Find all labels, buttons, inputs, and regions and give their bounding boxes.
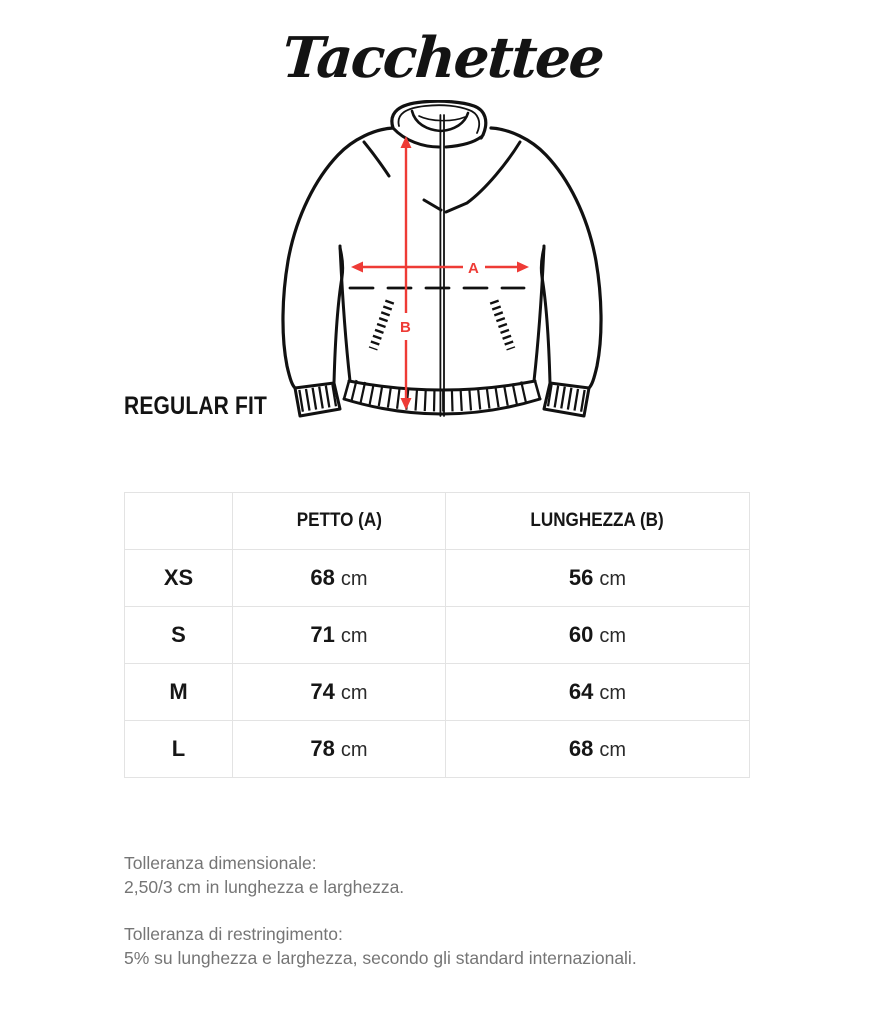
size-table <box>124 492 750 778</box>
jacket-diagram <box>277 100 607 422</box>
note-title: Tolleranza dimensionale: <box>124 853 317 873</box>
petto-value: 74 cm <box>233 664 446 721</box>
table-row-m <box>125 664 750 721</box>
zipper <box>440 115 444 416</box>
collar <box>392 101 486 138</box>
fit-label: REGULAR FIT <box>124 392 268 420</box>
arrow-a-label: A <box>468 260 479 277</box>
lunghezza-value: 68 cm <box>446 721 750 778</box>
header-size <box>125 493 233 550</box>
jacket-illustration <box>277 100 607 422</box>
tolerance-notes <box>124 851 784 993</box>
lunghezza-value: 56 cm <box>446 550 750 607</box>
table-row-xs <box>125 550 750 607</box>
left-cuff-ribbing <box>300 395 337 401</box>
petto-value: 78 cm <box>233 721 446 778</box>
size-label: L <box>125 721 233 778</box>
lunghezza-value: 60 cm <box>446 607 750 664</box>
header-lunghezza: LUNGHEZZA (B) <box>446 493 750 550</box>
measure-arrow-b <box>400 136 412 410</box>
arrow-b-label: B <box>400 319 411 336</box>
size-table-header-row <box>125 493 750 550</box>
pocket-right <box>494 301 511 349</box>
petto-value: 71 cm <box>233 607 446 664</box>
brand-logo: Tacchettee <box>280 25 605 91</box>
hem-ribbing <box>353 390 531 401</box>
header-petto: PETTO (A) <box>233 493 446 550</box>
jacket-outline <box>283 101 601 416</box>
note-body: 5% su lunghezza e larghezza, secondo gli standard internazionali. <box>124 948 637 968</box>
right-cuff-ribbing <box>547 395 584 401</box>
note-shrinkage <box>124 922 784 970</box>
table-row-l <box>125 721 750 778</box>
table-row-s <box>125 607 750 664</box>
petto-value: 68 cm <box>233 550 446 607</box>
note-dimensional <box>124 851 784 899</box>
size-label: XS <box>125 550 233 607</box>
size-label: M <box>125 664 233 721</box>
note-title: Tolleranza di restringimento: <box>124 924 343 944</box>
lunghezza-value: 64 cm <box>446 664 750 721</box>
pocket-left <box>373 301 390 349</box>
size-label: S <box>125 607 233 664</box>
note-body: 2,50/3 cm in lunghezza e larghezza. <box>124 877 405 897</box>
